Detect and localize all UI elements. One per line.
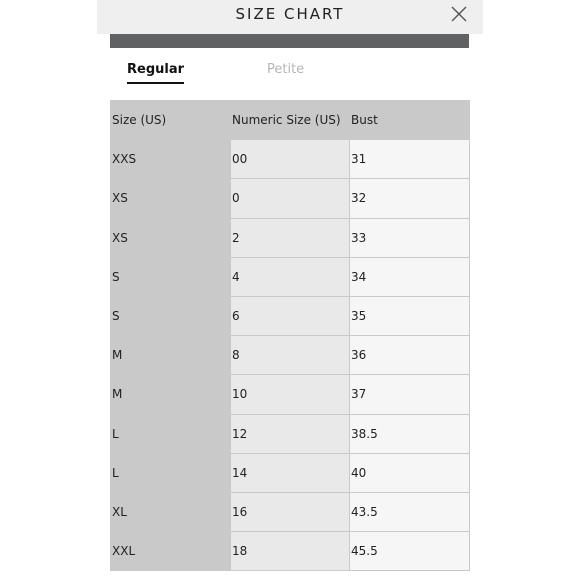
cell-bust: 43.5 xyxy=(350,492,470,531)
cell-numeric-size: 00 xyxy=(231,140,350,179)
cell-bust: 45.5 xyxy=(350,532,470,571)
column-header-size: Size (US) xyxy=(111,101,231,140)
cell-size: S xyxy=(111,257,231,296)
cell-bust: 34 xyxy=(350,257,470,296)
cell-bust: 37 xyxy=(350,375,470,414)
cell-numeric-size: 14 xyxy=(231,453,350,492)
cell-bust: 36 xyxy=(350,336,470,375)
cell-bust: 32 xyxy=(350,179,470,218)
tab-regular[interactable]: Regular xyxy=(127,62,184,84)
table-row xyxy=(111,140,470,179)
size-tabs xyxy=(110,62,470,88)
cell-size: XXL xyxy=(111,532,231,571)
cell-size: XS xyxy=(111,179,231,218)
cell-size: L xyxy=(111,414,231,453)
table-row xyxy=(111,296,470,335)
cell-size: XS xyxy=(111,218,231,257)
cell-bust: 35 xyxy=(350,296,470,335)
tab-petite[interactable]: Petite xyxy=(267,62,305,77)
cell-bust: 40 xyxy=(350,453,470,492)
close-icon[interactable] xyxy=(449,4,469,24)
cell-size: M xyxy=(111,375,231,414)
cell-numeric-size: 16 xyxy=(231,492,350,531)
table-row xyxy=(111,492,470,531)
table-row xyxy=(111,336,470,375)
cell-size: M xyxy=(111,336,231,375)
modal-header xyxy=(97,0,483,34)
cell-numeric-size: 4 xyxy=(231,257,350,296)
table-row xyxy=(111,532,470,571)
table-row xyxy=(111,375,470,414)
cell-numeric-size: 2 xyxy=(231,218,350,257)
cell-size: XL xyxy=(111,492,231,531)
column-header-numeric-size: Numeric Size (US) xyxy=(231,101,350,140)
table-row xyxy=(111,179,470,218)
table-row xyxy=(111,257,470,296)
cell-numeric-size: 12 xyxy=(231,414,350,453)
cell-bust: 38.5 xyxy=(350,414,470,453)
cell-numeric-size: 10 xyxy=(231,375,350,414)
table-row xyxy=(111,414,470,453)
cell-bust: 31 xyxy=(350,140,470,179)
cell-numeric-size: 6 xyxy=(231,296,350,335)
table-row xyxy=(111,218,470,257)
cell-size: L xyxy=(111,453,231,492)
cell-numeric-size: 0 xyxy=(231,179,350,218)
modal-title: SIZE CHART xyxy=(235,5,345,23)
cell-numeric-size: 8 xyxy=(231,336,350,375)
table-header-row xyxy=(111,101,470,140)
table-row xyxy=(111,453,470,492)
cell-size: XXS xyxy=(111,140,231,179)
header-divider-bar xyxy=(110,34,469,48)
cell-bust: 33 xyxy=(350,218,470,257)
cell-size: S xyxy=(111,296,231,335)
size-chart-table xyxy=(110,100,470,571)
column-header-bust: Bust xyxy=(350,101,470,140)
cell-numeric-size: 18 xyxy=(231,532,350,571)
